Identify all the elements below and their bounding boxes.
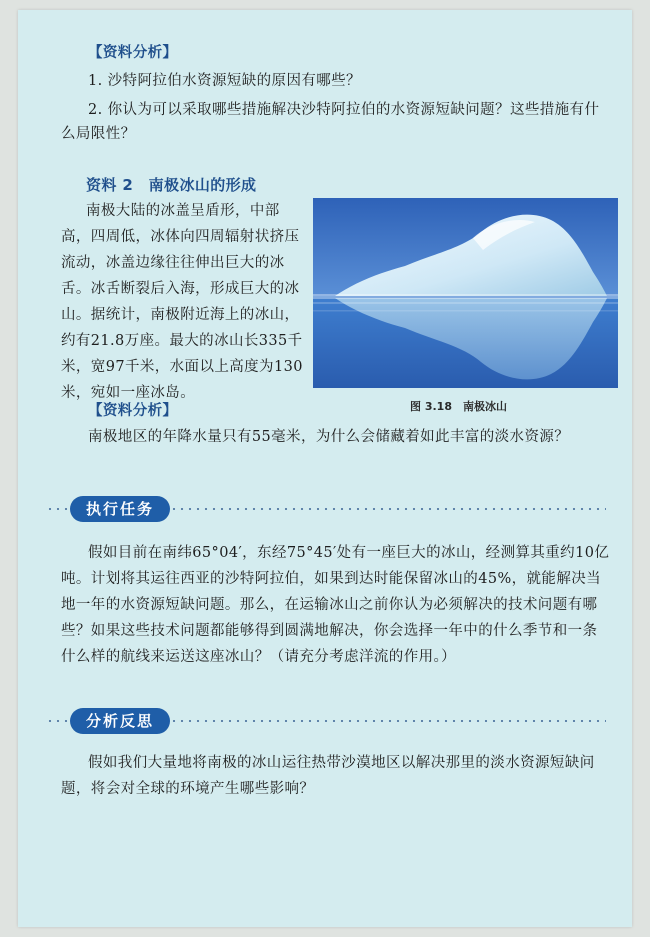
material2-line: 流动，冰盖边缘往往伸出巨大的冰 xyxy=(61,255,285,271)
material2-heading: 资料 2 南极冰山的形成 xyxy=(86,176,257,194)
material2-line: 山。据统计，南极附近海上的冰山， xyxy=(61,307,300,323)
task-line: 假如目前在南纬65°04′，东经75°45′处有一座巨大的冰山，经测算其重约10亿 xyxy=(88,545,610,561)
task-title: 执行任务 xyxy=(70,496,170,522)
task-line: 吨。计划将其运往西亚的沙特阿拉伯，如果到达时能保留冰山的45%，就能解决当 xyxy=(61,571,602,587)
task-line: 地一年的水资源短缺问题。那么，在运输冰山之前你认为必须解决的技术问题有哪 xyxy=(61,597,598,613)
question-2-line1: 2. 你认为可以采取哪些措施解决沙特阿拉伯的水资源短缺问题？这些措施有什 xyxy=(88,102,600,118)
material2-line: 米，宽97千米，水面以上高度为130 xyxy=(61,359,303,375)
figure-caption: 图 3.18 南极冰山 xyxy=(410,400,507,413)
dotted-divider xyxy=(170,508,606,510)
analysis2-question: 南极地区的年降水量只有55毫米，为什么会储藏着如此丰富的淡水资源？ xyxy=(88,429,570,445)
question-1: 1. 沙特阿拉伯水资源短缺的原因有哪些？ xyxy=(88,73,361,89)
iceberg-photo xyxy=(313,198,618,388)
reflect-line: 题，将会对全球的环境产生哪些影响？ xyxy=(61,781,315,797)
task-section-header xyxy=(46,496,606,522)
reflect-line: 假如我们大量地将南极的冰山运往热带沙漠地区以解决那里的淡水资源短缺问 xyxy=(88,755,595,771)
material2-line: 约有21.8万座。最大的冰山长335千 xyxy=(61,333,303,349)
analysis-tag: 【资料分析】 xyxy=(88,44,178,61)
question-2-line2: 么局限性？ xyxy=(61,126,136,142)
material2-line: 米，宛如一座冰岛。 xyxy=(61,385,196,401)
material2-line: 舌。冰舌断裂后入海，形成巨大的冰 xyxy=(61,281,300,297)
material2-line: 南极大陆的冰盖呈盾形，中部 xyxy=(86,203,280,219)
task-line: 什么样的航线来运送这座冰山？（请充分考虑洋流的作用。） xyxy=(61,649,457,665)
dotted-divider xyxy=(46,508,68,510)
task-line: 些？如果这些技术问题都能够得到圆满地解决，你会选择一年中的什么季节和一条 xyxy=(61,623,598,639)
reflect-section-header xyxy=(46,708,606,734)
dotted-divider xyxy=(46,720,68,722)
dotted-divider xyxy=(170,720,606,722)
analysis-tag: 【资料分析】 xyxy=(88,402,178,419)
reflect-title: 分析反思 xyxy=(70,708,170,734)
material2-line: 高，四周低，冰体向四周辐射状挤压 xyxy=(61,229,300,245)
